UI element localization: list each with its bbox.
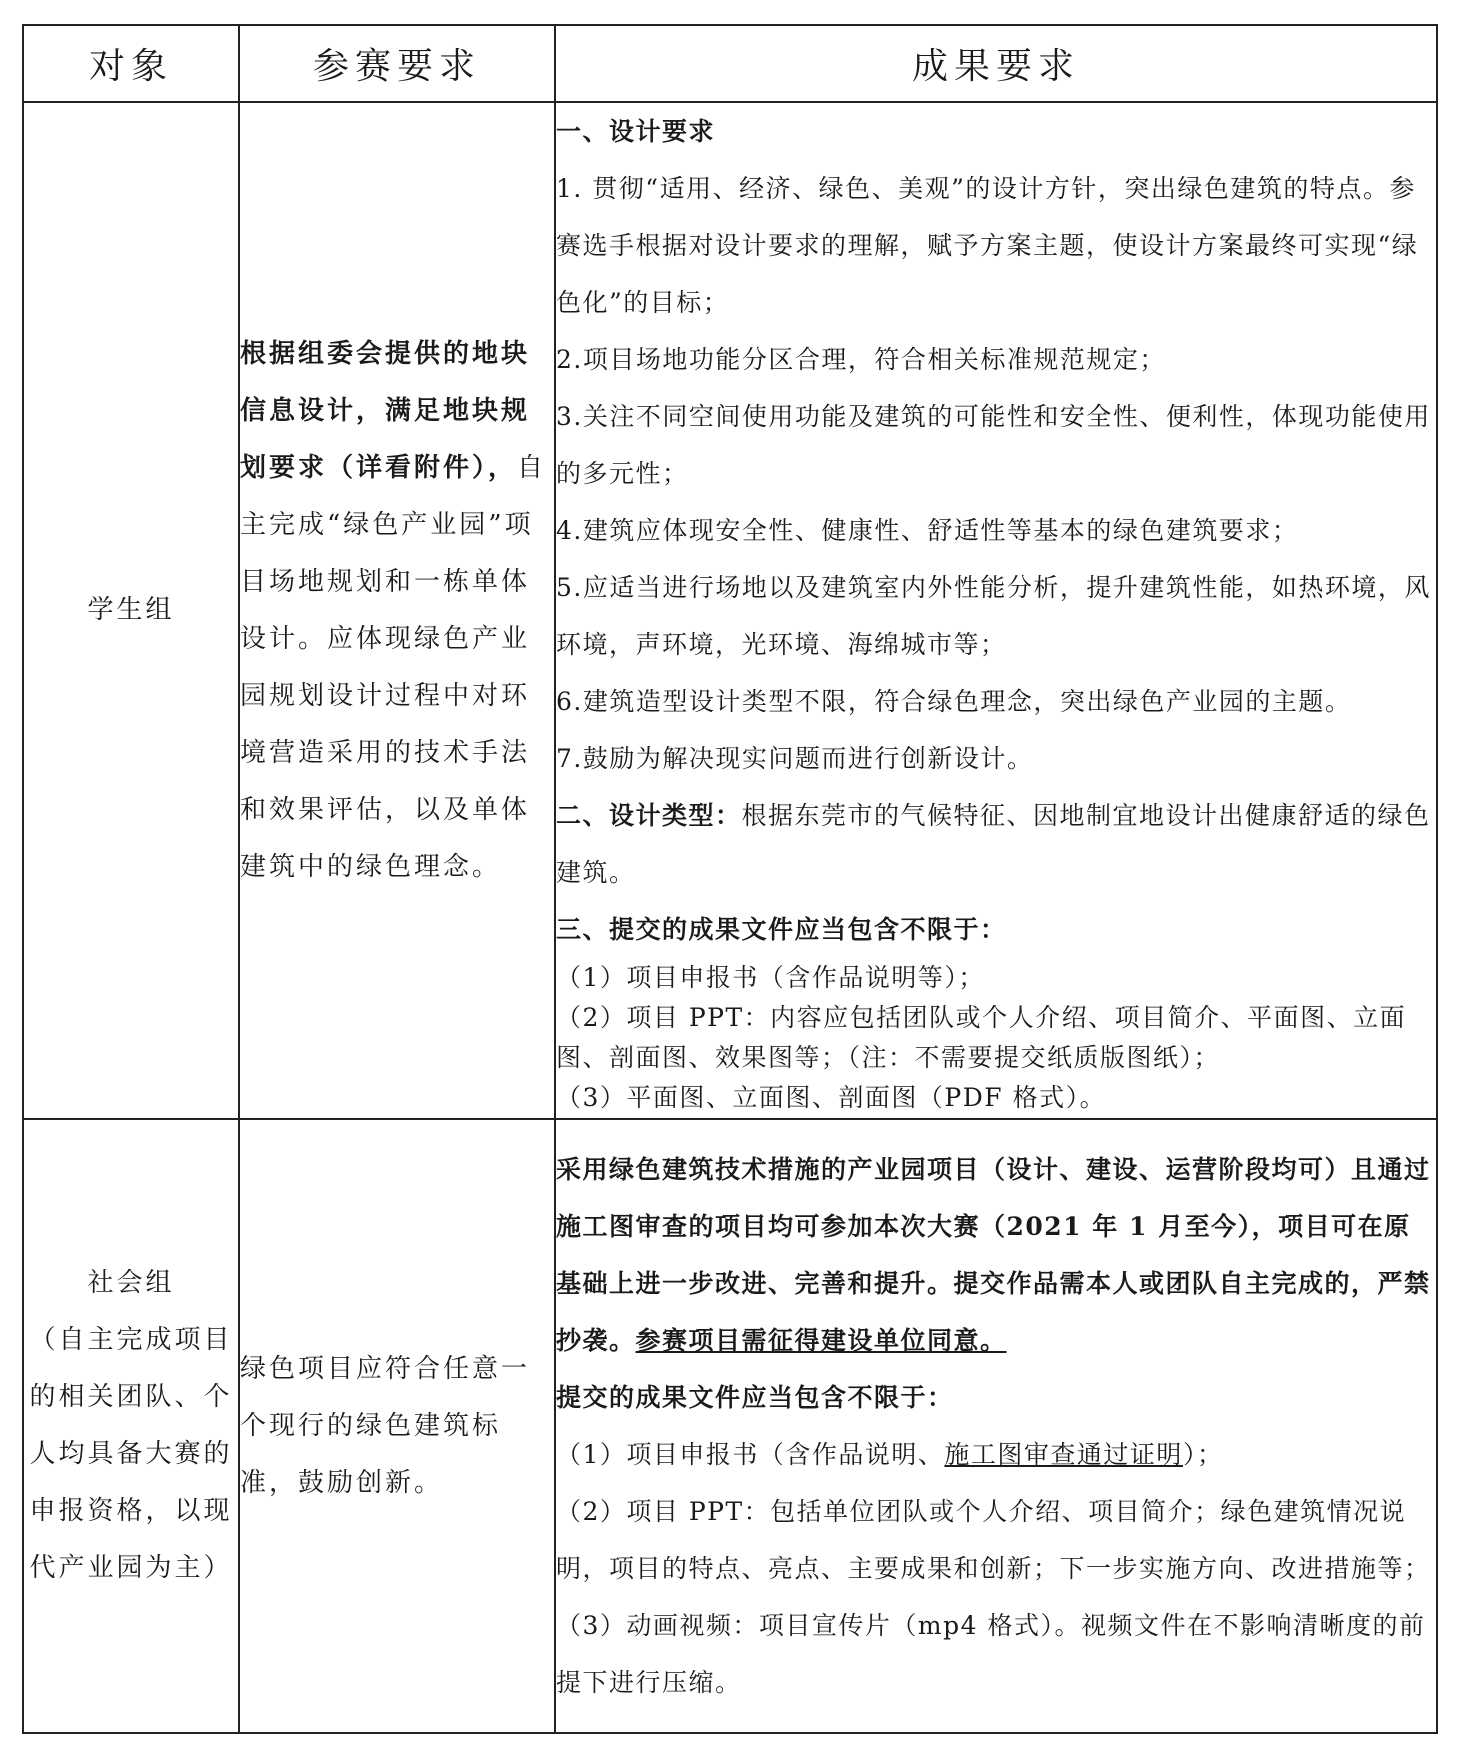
social-sub1-underline: 施工图审查通过证明 bbox=[944, 1440, 1183, 1469]
social-submit-title: 提交的成果文件应当包含不限于： bbox=[556, 1383, 954, 1412]
social-object-label: 社会组 bbox=[87, 1268, 175, 1298]
student-requirement-cell bbox=[239, 102, 555, 1119]
social-object-cell bbox=[23, 1119, 239, 1733]
social-requirement-cell bbox=[239, 1119, 555, 1733]
social-intro-underline: 参赛项目需征得建设单位同意。 bbox=[635, 1326, 1007, 1355]
social-submit-item-1 bbox=[556, 1426, 1436, 1483]
social-result-cell bbox=[555, 1119, 1437, 1733]
student-item-2: 2.项目场地功能分区合理，符合相关标准规范规定； bbox=[556, 345, 1166, 374]
social-row bbox=[23, 1119, 1437, 1733]
student-result-cell bbox=[555, 102, 1437, 1119]
student-requirement-text: 自主完成“绿色产业园”项目场地规划和一栋单体设计。应体现绿色产业园规划设计过程中对环境营造采用的技术手法和效果评估，以及单体建筑中的绿色理念。 bbox=[240, 452, 547, 882]
student-section1-title: 一、设计要求 bbox=[556, 117, 716, 146]
social-requirement-text: 绿色项目应符合任意一个现行的绿色建筑标准，鼓励创新。 bbox=[240, 1353, 531, 1498]
student-section2-text: 根据东莞市的气候特征、因地制宜地设计出健康舒适的绿色建筑。 bbox=[556, 801, 1431, 887]
student-item-4: 4.建筑应体现安全性、健康性、舒适性等基本的绿色建筑要求； bbox=[556, 516, 1299, 545]
student-row bbox=[23, 102, 1437, 1119]
student-item-6: 6.建筑造型设计类型不限，符合绿色理念，突出绿色产业园的主题。 bbox=[556, 687, 1352, 716]
student-submit-item-3: （3）平面图、立面图、剖面图（PDF 格式）。 bbox=[556, 1083, 1107, 1112]
student-item-1: 1. 贯彻“适用、经济、绿色、美观”的设计方针，突出绿色建筑的特点。参赛选手根据对设计要求的理解，赋予方案主题，使设计方案最终可实现“绿色化”的目标； bbox=[556, 174, 1419, 317]
student-submit-item-1: （1）项目申报书（含作品说明等）； bbox=[556, 963, 985, 992]
social-intro bbox=[556, 1141, 1436, 1369]
student-section3-title: 三、提交的成果文件应当包含不限于： bbox=[556, 915, 1007, 944]
student-item-3: 3.关注不同空间使用功能及建筑的可能性和安全性、便利性，体现功能使用的多元性； bbox=[556, 402, 1431, 488]
header-entry-requirements: 参赛要求 bbox=[239, 25, 555, 102]
student-section2 bbox=[556, 787, 1436, 901]
header-object: 对象 bbox=[23, 25, 239, 102]
student-item-5: 5.应适当进行场地以及建筑室内外性能分析，提升建筑性能，如热环境，风环境，声环境，光环境、海绵城市等； bbox=[556, 573, 1431, 659]
header-result-requirements: 成果要求 bbox=[555, 25, 1437, 102]
student-submit-item-2: （2）项目 PPT：内容应包括团队或个人介绍、项目简介、平面图、立面图、剖面图、效果图等；（注：不需要提交纸质版图纸）； bbox=[556, 1003, 1407, 1072]
header-row bbox=[23, 25, 1437, 102]
social-sub1-suffix: ）； bbox=[1182, 1440, 1224, 1469]
social-object-note: （自主完成项目的相关团队、个人均具备大赛的申报资格，以现代产业园为主） bbox=[29, 1325, 233, 1583]
student-item-7: 7.鼓励为解决现实问题而进行创新设计。 bbox=[556, 744, 1034, 773]
requirements-table bbox=[22, 24, 1438, 1734]
social-sub1-prefix: （1）项目申报书（含作品说明、 bbox=[556, 1440, 945, 1469]
social-submit-item-2: （2）项目 PPT：包括单位团队或个人介绍、项目简介；绿色建筑情况说明，项目的特点、亮点、主要成果和创新；下一步实施方向、改进措施等； bbox=[556, 1497, 1431, 1583]
student-object-label: 学生组 bbox=[87, 595, 175, 625]
student-section2-title: 二、设计类型： bbox=[556, 801, 742, 830]
social-intro-bold: 采用绿色建筑技术措施的产业园项目（设计、建设、运营阶段均可）且通过施工图审查的项目均可参加本次大赛（2021 年 1 月至今），项目可在原基础上进一步改进、完善和提升。提交作品需本人或团队自主完成的，严禁抄袭。 bbox=[556, 1155, 1431, 1355]
student-object-cell bbox=[23, 102, 239, 1119]
social-submit-item-3: （3）动画视频：项目宣传片（mp4 格式）。视频文件在不影响清晰度的前提下进行压缩。 bbox=[556, 1611, 1426, 1697]
student-requirement-bold: 根据组委会提供的地块信息设计，满足地块规划要求（详看附件）， bbox=[240, 338, 531, 483]
